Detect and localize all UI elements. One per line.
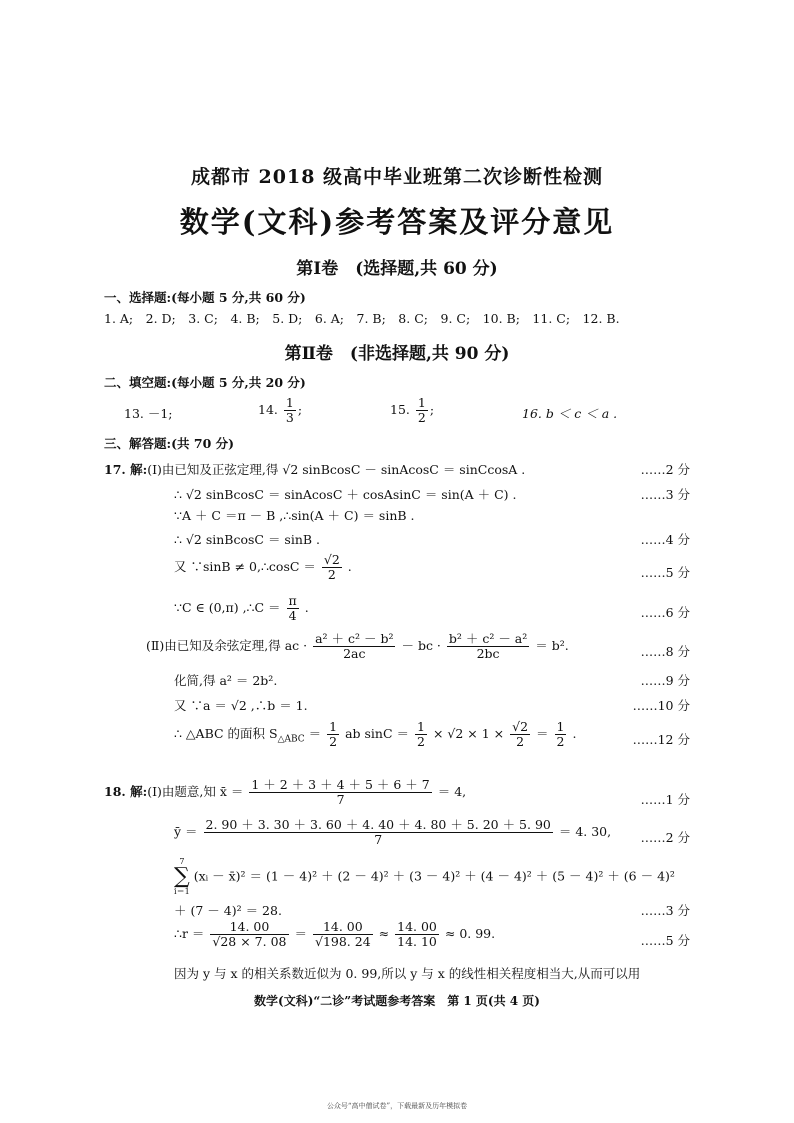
q17-l10-mid2: × √2 × 1 × [432,725,505,741]
choice-answers: 1. A; 2. D; 3. C; 4. B; 5. D; 6. A; 7. B; 8. C; 9. C; 10. B; 11. C; 12. B. [104,311,620,326]
q18-line-4: ＋ (7 － 4)² ＝ 28. [174,903,282,918]
q18-l5-approx: ≈ [378,925,390,941]
q18-points-3: ……3 分 [640,903,690,918]
q18-l1-den: 7 [336,791,345,807]
q17-l7-post: ＝ b². [535,637,569,653]
q17-points-10: ……10 分 [632,698,690,713]
q18-l2-num: 2. 90 ＋ 3. 30 ＋ 3. 60 ＋ 4. 40 ＋ 4. 80 ＋ 5. 20 ＋ 5. 90 [205,817,551,832]
q18-l2-fraction [204,818,553,847]
q17-l10-num-4: 1 [556,719,565,734]
q18-l5-num-3: 14. 00 [397,919,437,934]
q18-label: 18. 解: [104,783,148,799]
q18-line-6: 因为 y 与 x 的相关系数近似为 0. 99,所以 y 与 x 的线性相关程度相当大,从而可以用 [174,966,641,981]
q18-l5-pre: ∴r ＝ [174,925,205,941]
q17-l10-num-2: 1 [417,719,425,734]
q17-l6-pre: ∵C ∈ (0,π) ,∴C ＝ [174,599,281,615]
sum-lower: i＝1 [174,887,190,896]
q17-l10-den-3: 2 [516,733,525,749]
q18-l2-den: 7 [374,831,383,847]
fill-answer-14: 14. $\frac{1}{3}$ ; [258,395,303,425]
q18-l5-fraction-2 [313,920,373,949]
q17-l10-eq2: ＝ [536,725,549,741]
q17-l7-pre: (Ⅱ)由已知及余弦定理,得 ac · [146,637,308,653]
q18-l1-post: ＝ 4, [437,783,467,799]
q17-l10-post: . [572,725,577,741]
q17-l10-mid: ab sinC ＝ [345,725,410,741]
q17-l5-fraction [322,553,342,582]
exam-title: 成都市 2018 级高中毕业班第二次诊断性检测 [190,166,604,188]
fill-answer-15: 15. $\frac{1}{2}$ ; [390,395,435,425]
q17-line-4: ∴ √2 sinBcosC ＝ sinB . [174,532,321,547]
volume-2-title: 第Ⅱ卷 (非选择题,共 90 分) [284,344,510,364]
q17-line-6 [174,594,309,623]
q17-l10-num-3: √2 [512,719,529,734]
q17-l6-num: π [288,593,297,608]
fill-answer-13: 13. －1; [124,406,173,421]
q17-l10-den-2: 2 [417,733,425,749]
q18-l5-fraction-3 [395,920,439,949]
q17-l5-den: 2 [327,566,336,582]
q17-l10-den-4: 2 [556,733,565,749]
q17-l10-sub: △ABC [277,734,305,745]
q18-l2-post: ＝ 4. 30, [558,823,612,839]
fill-15-fraction [416,396,428,425]
q17-line-5 [174,553,352,582]
q17-l5-post: . [347,558,352,574]
q18-l3-text: (xᵢ － x̄)² ＝ (1 － 4)² ＋ (2 － 4)² ＋ (3 － 4)² ＋ (4 － 4)² ＋ (5 － 4)² ＋ (6 － 4)² [193,868,675,884]
q18-l5-num-2: 14. 00 [313,920,373,935]
fill-15-den: 2 [417,409,426,425]
watermark-text: 公众号“高中僧试卷”，下载最新及历年模拟卷 [326,1102,468,1110]
q17-points-5: ……5 分 [640,565,690,580]
q18-l2-pre: ȳ ＝ [174,823,198,839]
q17-points-12: ……12 分 [632,732,690,747]
q17-line-2: ∴ √2 sinBcosC ＝ sinAcosC ＋ cosAsinC ＝ sin(A ＋ C) . [174,487,517,502]
q18-l5-post: ≈ 0. 99. [444,925,496,941]
q17-l7-fraction-1 [313,632,395,661]
q18-line-5 [174,920,495,949]
fill-14-num: 1 [285,395,294,410]
q17-l7-mid: － bc · [401,637,441,653]
q17-l10-den-1: 2 [329,733,338,749]
q18-l1-fraction [249,778,431,807]
q17-line-8: 化简,得 a² ＝ 2b². [174,673,278,688]
q17-l10-pre: ∴ △ABC 的面积 S [174,725,278,741]
q17-l5-num: √2 [323,552,340,567]
q17-l6-fraction [287,594,299,623]
q17-line-3: ∵A ＋ C ＝π － B ,∴sin(A ＋ C) ＝ sinB . [174,508,415,523]
q17-l7-num-1: a² ＋ c² － b² [315,631,394,646]
q17-l7-den-2: 2bc [476,645,500,661]
q17-points-2: ……2 分 [640,462,690,477]
q17-line-1 [104,460,525,478]
volume-1-title: 第Ⅰ卷 (选择题,共 60 分) [296,259,498,279]
q17-points-9: ……9 分 [640,673,690,688]
q17-l10-eq: ＝ [308,725,322,741]
section-solutions: 三、解答题:(共 70 分) [104,436,235,451]
fill-answer-16: 16. b ＜ c ＜ a . [522,406,618,421]
q18-l5-num-1: 14. 00 [210,920,288,935]
fill-14-fraction [284,396,296,425]
document-title: 数学(文科)参考答案及评分意见 [179,205,615,239]
sum-upper: 7 [179,857,185,866]
q17-l5-pre: 又 ∵sinB ≠ 0,∴cosC ＝ [174,558,316,574]
q18-line-2 [174,818,611,847]
summation-symbol [174,858,190,896]
q18-l1-pre: (Ⅰ)由题意,知 x̄ ＝ [147,783,244,799]
q18-l5-den-2: √198. 24 [314,933,371,949]
q17-l10-fraction-3 [510,720,530,749]
q17-points-8: ……8 分 [640,644,690,659]
q17-line-10 [174,720,576,749]
q18-line-3 [174,858,675,896]
q17-points-3: ……3 分 [640,487,690,502]
q17-label: 17. 解: [104,462,148,477]
q18-l1-num: 1 ＋ 2 ＋ 3 ＋ 4 ＋ 5 ＋ 6 ＋ 7 [251,777,430,792]
q17-l10-fraction-2 [415,720,427,749]
fill-15-num: 1 [417,395,426,410]
q17-l7-fraction-2 [447,632,529,661]
fill-15-number: 15. [390,401,410,417]
q18-points-1: ……1 分 [640,792,690,807]
q17-line-9: 又 ∵a ＝ √2 ,∴b ＝ 1. [174,698,308,713]
q17-points-6: ……6 分 [640,605,690,620]
q17-l10-fraction-4 [555,720,567,749]
q18-points-2: ……2 分 [640,830,690,845]
q18-points-5: ……5 分 [640,933,690,948]
sum-sigma: ∑ [174,864,190,889]
q18-l5-fraction-1 [210,920,288,949]
section-multiple-choice: 一、选择题:(每小题 5 分,共 60 分) [104,290,306,305]
section-fill-blank: 二、填空题:(每小题 5 分,共 20 分) [104,375,306,390]
q18-line-1 [104,778,466,807]
q17-points-4: ……4 分 [640,532,690,547]
q17-l7-num-2: b² ＋ c² － a² [448,631,528,646]
q17-l10-num-1: 1 [329,719,338,734]
fill-14-number: 14. [258,401,278,417]
q18-l5-den-1: √28 × 7. 08 [212,933,287,949]
q17-l6-den: 4 [288,607,297,623]
q17-l7-den-1: 2ac [343,645,366,661]
q17-l6-post: . [304,599,309,615]
q18-l5-eq: ＝ [294,925,307,941]
page-footer: 数学(文科)“二诊”考试题参考答案 第 1 页(共 4 页) [254,994,540,1008]
q17-line-7 [146,632,569,661]
q17-l10-fraction-1 [327,720,339,749]
q17-part1-text: (Ⅰ)由已知及正弦定理,得 √2 sinBcosC － sinAcosC ＝ sinCcosA . [147,462,526,477]
q18-l5-den-3: 14. 10 [397,933,437,949]
fill-14-den: 3 [285,409,294,425]
